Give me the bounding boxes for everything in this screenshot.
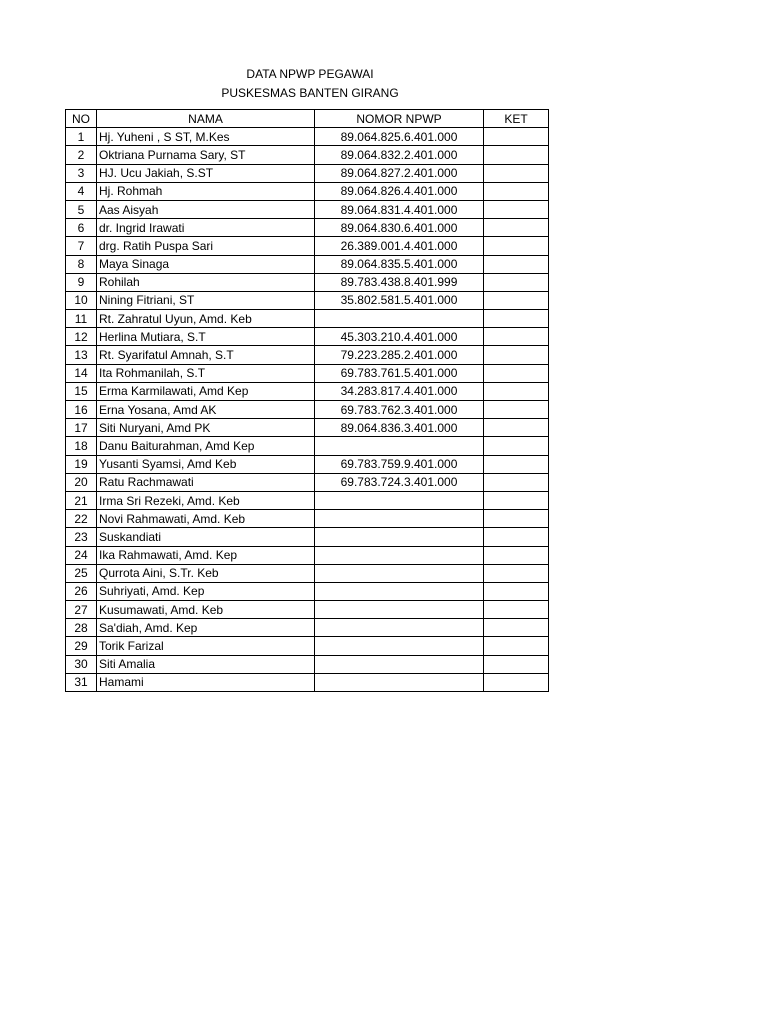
cell-ket	[484, 164, 549, 182]
cell-npwp: 89.064.827.2.401.000	[315, 164, 484, 182]
table-row	[66, 528, 549, 546]
table-row	[66, 473, 549, 491]
cell-no: 19	[66, 455, 97, 473]
cell-no: 6	[66, 219, 97, 237]
cell-ket	[484, 419, 549, 437]
cell-no: 20	[66, 473, 97, 491]
column-header-ket: KET	[484, 110, 549, 128]
cell-ket	[484, 564, 549, 582]
cell-nama: Suskandiati	[97, 528, 315, 546]
cell-nama: Yusanti Syamsi, Amd Keb	[97, 455, 315, 473]
cell-nama: Qurrota Aini, S.Tr. Keb	[97, 564, 315, 582]
table-row	[66, 364, 549, 382]
cell-nama: Siti Nuryani, Amd PK	[97, 419, 315, 437]
cell-ket	[484, 200, 549, 218]
cell-no: 30	[66, 655, 97, 673]
cell-npwp	[315, 564, 484, 582]
table-row	[66, 401, 549, 419]
cell-npwp	[315, 619, 484, 637]
table-row	[66, 237, 549, 255]
cell-nama: Hj. Yuheni , S ST, M.Kes	[97, 128, 315, 146]
cell-nama: Hj. Rohmah	[97, 182, 315, 200]
column-header-nama: NAMA	[97, 110, 315, 128]
cell-no: 16	[66, 401, 97, 419]
cell-no: 24	[66, 546, 97, 564]
cell-ket	[484, 291, 549, 309]
cell-no: 5	[66, 200, 97, 218]
cell-npwp: 26.389.001.4.401.000	[315, 237, 484, 255]
document-title: DATA NPWP PEGAWAI	[246, 67, 374, 81]
cell-nama: Irma Sri Rezeki, Amd. Keb	[97, 491, 315, 509]
cell-npwp: 69.783.724.3.401.000	[315, 473, 484, 491]
cell-nama: Erma Karmilawati, Amd Kep	[97, 382, 315, 400]
cell-nama: Rt. Syarifatul Amnah, S.T	[97, 346, 315, 364]
cell-npwp	[315, 655, 484, 673]
cell-npwp	[315, 491, 484, 509]
cell-ket	[484, 437, 549, 455]
cell-npwp: 89.064.835.5.401.000	[315, 255, 484, 273]
table-row	[66, 673, 549, 691]
table-row	[66, 619, 549, 637]
table-row	[66, 273, 549, 291]
cell-nama: Erna Yosana, Amd AK	[97, 401, 315, 419]
cell-nama: dr. Ingrid Irawati	[97, 219, 315, 237]
cell-nama: Sa'diah, Amd. Kep	[97, 619, 315, 637]
cell-nama: Torik Farizal	[97, 637, 315, 655]
cell-npwp: 45.303.210.4.401.000	[315, 328, 484, 346]
cell-ket	[484, 219, 549, 237]
cell-npwp: 89.064.831.4.401.000	[315, 200, 484, 218]
table-row	[66, 564, 549, 582]
cell-ket	[484, 364, 549, 382]
cell-no: 14	[66, 364, 97, 382]
cell-ket	[484, 310, 549, 328]
cell-ket	[484, 128, 549, 146]
table-row	[66, 546, 549, 564]
cell-npwp: 35.802.581.5.401.000	[315, 291, 484, 309]
cell-npwp: 89.064.826.4.401.000	[315, 182, 484, 200]
cell-nama: HJ. Ucu Jakiah, S.ST	[97, 164, 315, 182]
cell-no: 21	[66, 491, 97, 509]
column-header-npwp: NOMOR NPWP	[315, 110, 484, 128]
cell-npwp	[315, 601, 484, 619]
table-row	[66, 164, 549, 182]
cell-nama: Maya Sinaga	[97, 255, 315, 273]
table-row	[66, 582, 549, 600]
cell-npwp: 89.064.836.3.401.000	[315, 419, 484, 437]
cell-ket	[484, 673, 549, 691]
cell-no: 9	[66, 273, 97, 291]
table-row	[66, 655, 549, 673]
cell-no: 3	[66, 164, 97, 182]
cell-nama: Ita Rohmanilah, S.T	[97, 364, 315, 382]
cell-no: 11	[66, 310, 97, 328]
cell-npwp: 69.783.759.9.401.000	[315, 455, 484, 473]
table-row	[66, 200, 549, 218]
cell-npwp: 69.783.762.3.401.000	[315, 401, 484, 419]
cell-npwp: 34.283.817.4.401.000	[315, 382, 484, 400]
cell-nama: Kusumawati, Amd. Keb	[97, 601, 315, 619]
cell-npwp: 79.223.285.2.401.000	[315, 346, 484, 364]
cell-ket	[484, 455, 549, 473]
cell-ket	[484, 546, 549, 564]
cell-nama: Siti Amalia	[97, 655, 315, 673]
cell-ket	[484, 491, 549, 509]
cell-nama: Oktriana Purnama Sary, ST	[97, 146, 315, 164]
table-header-row	[66, 110, 549, 128]
table-row	[66, 491, 549, 509]
cell-nama: Novi Rahmawati, Amd. Keb	[97, 510, 315, 528]
cell-no: 4	[66, 182, 97, 200]
cell-nama: Hamami	[97, 673, 315, 691]
cell-no: 12	[66, 328, 97, 346]
cell-npwp	[315, 637, 484, 655]
table-row	[66, 328, 549, 346]
cell-nama: Rt. Zahratul Uyun, Amd. Keb	[97, 310, 315, 328]
cell-no: 2	[66, 146, 97, 164]
cell-npwp	[315, 528, 484, 546]
cell-ket	[484, 528, 549, 546]
cell-ket	[484, 619, 549, 637]
table-row	[66, 310, 549, 328]
cell-ket	[484, 582, 549, 600]
cell-npwp: 89.064.832.2.401.000	[315, 146, 484, 164]
cell-no: 18	[66, 437, 97, 455]
cell-no: 15	[66, 382, 97, 400]
table-row	[66, 601, 549, 619]
cell-no: 10	[66, 291, 97, 309]
cell-nama: drg. Ratih Puspa Sari	[97, 237, 315, 255]
cell-nama: Nining Fitriani, ST	[97, 291, 315, 309]
cell-no: 31	[66, 673, 97, 691]
cell-ket	[484, 473, 549, 491]
cell-npwp	[315, 437, 484, 455]
cell-ket	[484, 328, 549, 346]
cell-npwp	[315, 510, 484, 528]
table-body	[66, 128, 549, 692]
cell-no: 17	[66, 419, 97, 437]
cell-no: 22	[66, 510, 97, 528]
table-row	[66, 219, 549, 237]
cell-ket	[484, 273, 549, 291]
table-row	[66, 637, 549, 655]
cell-no: 8	[66, 255, 97, 273]
cell-ket	[484, 255, 549, 273]
cell-ket	[484, 382, 549, 400]
table-row	[66, 255, 549, 273]
cell-ket	[484, 601, 549, 619]
cell-no: 27	[66, 601, 97, 619]
cell-ket	[484, 237, 549, 255]
table-row	[66, 346, 549, 364]
table-row	[66, 146, 549, 164]
cell-ket	[484, 637, 549, 655]
table-row	[66, 291, 549, 309]
cell-ket	[484, 655, 549, 673]
cell-nama: Danu Baiturahman, Amd Kep	[97, 437, 315, 455]
cell-no: 1	[66, 128, 97, 146]
table-row	[66, 128, 549, 146]
cell-npwp	[315, 673, 484, 691]
cell-nama: Aas Aisyah	[97, 200, 315, 218]
cell-no: 29	[66, 637, 97, 655]
cell-nama: Suhriyati, Amd. Kep	[97, 582, 315, 600]
cell-nama: Rohilah	[97, 273, 315, 291]
cell-ket	[484, 146, 549, 164]
npwp-table	[65, 109, 549, 692]
cell-npwp: 89.783.438.8.401.999	[315, 273, 484, 291]
column-header-no: NO	[66, 110, 97, 128]
cell-nama: Herlina Mutiara, S.T	[97, 328, 315, 346]
table-row	[66, 510, 549, 528]
cell-no: 13	[66, 346, 97, 364]
table-row	[66, 382, 549, 400]
cell-no: 28	[66, 619, 97, 637]
cell-npwp	[315, 546, 484, 564]
cell-no: 26	[66, 582, 97, 600]
cell-npwp	[315, 582, 484, 600]
table-row	[66, 437, 549, 455]
cell-no: 7	[66, 237, 97, 255]
cell-npwp: 89.064.825.6.401.000	[315, 128, 484, 146]
cell-no: 25	[66, 564, 97, 582]
table-row	[66, 419, 549, 437]
document-subtitle: PUSKESMAS BANTEN GIRANG	[221, 86, 399, 100]
cell-ket	[484, 510, 549, 528]
cell-ket	[484, 182, 549, 200]
cell-nama: Ika Rahmawati, Amd. Kep	[97, 546, 315, 564]
table-row	[66, 455, 549, 473]
cell-no: 23	[66, 528, 97, 546]
cell-nama: Ratu Rachmawati	[97, 473, 315, 491]
cell-ket	[484, 401, 549, 419]
cell-npwp: 89.064.830.6.401.000	[315, 219, 484, 237]
cell-ket	[484, 346, 549, 364]
cell-npwp	[315, 310, 484, 328]
cell-npwp: 69.783.761.5.401.000	[315, 364, 484, 382]
table-row	[66, 182, 549, 200]
